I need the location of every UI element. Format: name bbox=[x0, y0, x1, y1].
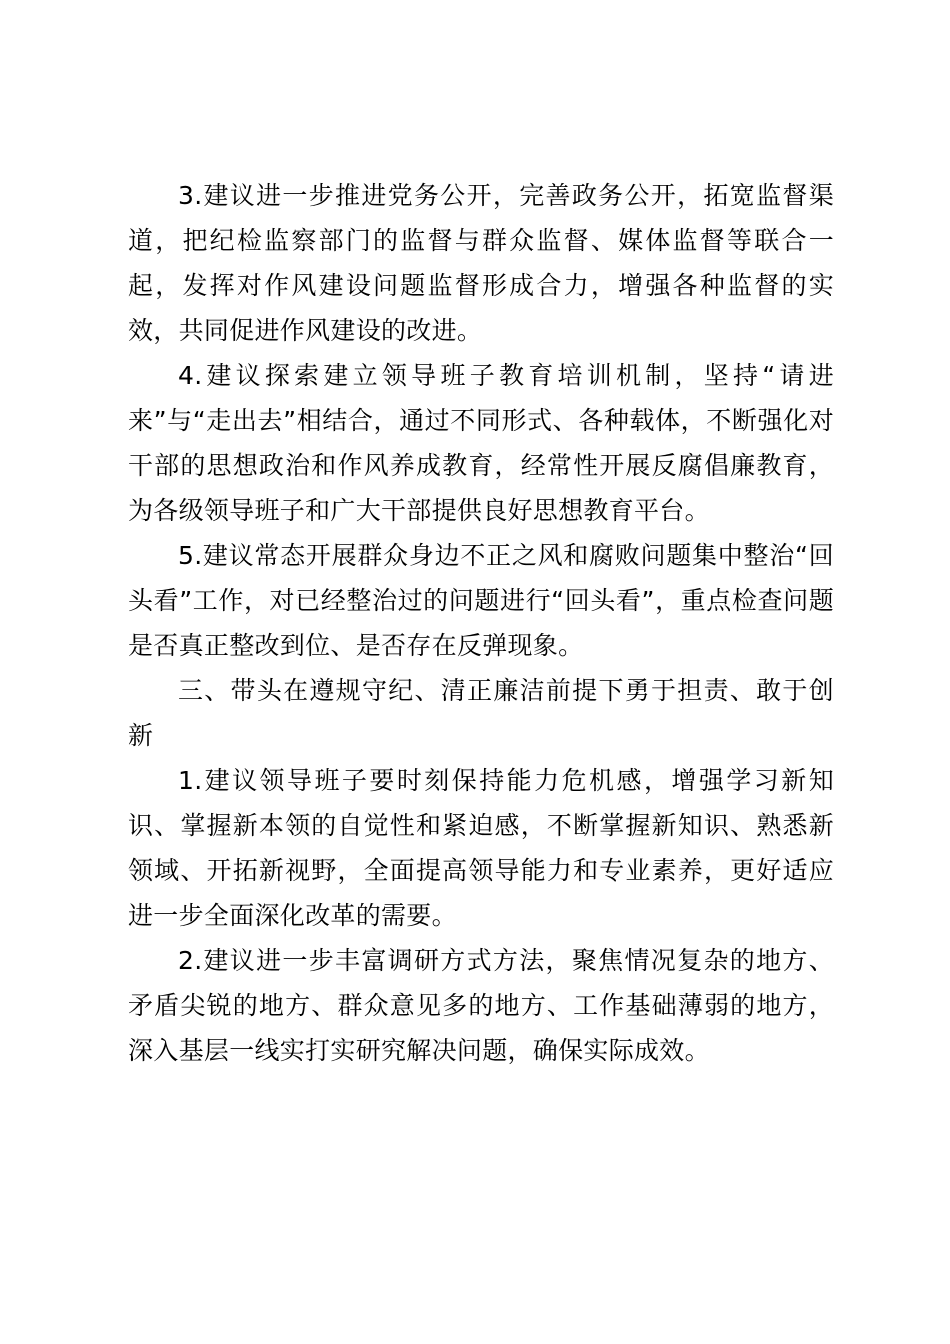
section-heading-3: 三、带头在遵规守纪、清正廉洁前提下勇于担责、敢于创新 bbox=[128, 676, 834, 750]
paragraph-suggestion-3: 3.建议进一步推进党务公开，完善政务公开，拓宽监督渠道，把纪检监察部门的监督与群众监督、媒体监督等联合一起，发挥对作风建设问题监督形成合力，增强各种监督的实效，共同促进作风建设的改进。 bbox=[128, 181, 834, 345]
document-body bbox=[128, 173, 834, 1073]
paragraph-suggestion-4: 4.建议探索建立领导班子教育培训机制，坚持“请进来”与“走出去”相结合，通过不同形式、各种载体，不断强化对干部的思想政治和作风养成教育，经常性开展反腐倡廉教育，为各级领导班子和广大干部提供良好思想教育平台。 bbox=[128, 361, 834, 525]
paragraph-suggestion-1: 1.建议领导班子要时刻保持能力危机感，增强学习新知识、掌握新本领的自觉性和紧迫感，不断掌握新知识、熟悉新领域、开拓新视野，全面提高领导能力和专业素养，更好适应进一步全面深化改革的需要。 bbox=[128, 766, 834, 930]
paragraph-suggestion-5: 5.建议常态开展群众身边不正之风和腐败问题集中整治“回头看”工作，对已经整治过的问题进行“回头看”，重点检查问题是否真正整改到位、是否存在反弹现象。 bbox=[128, 541, 834, 660]
paragraph-suggestion-2: 2.建议进一步丰富调研方式方法，聚焦情况复杂的地方、矛盾尖锐的地方、群众意见多的地方、工作基础薄弱的地方，深入基层一线实打实研究解决问题，确保实际成效。 bbox=[128, 946, 834, 1065]
